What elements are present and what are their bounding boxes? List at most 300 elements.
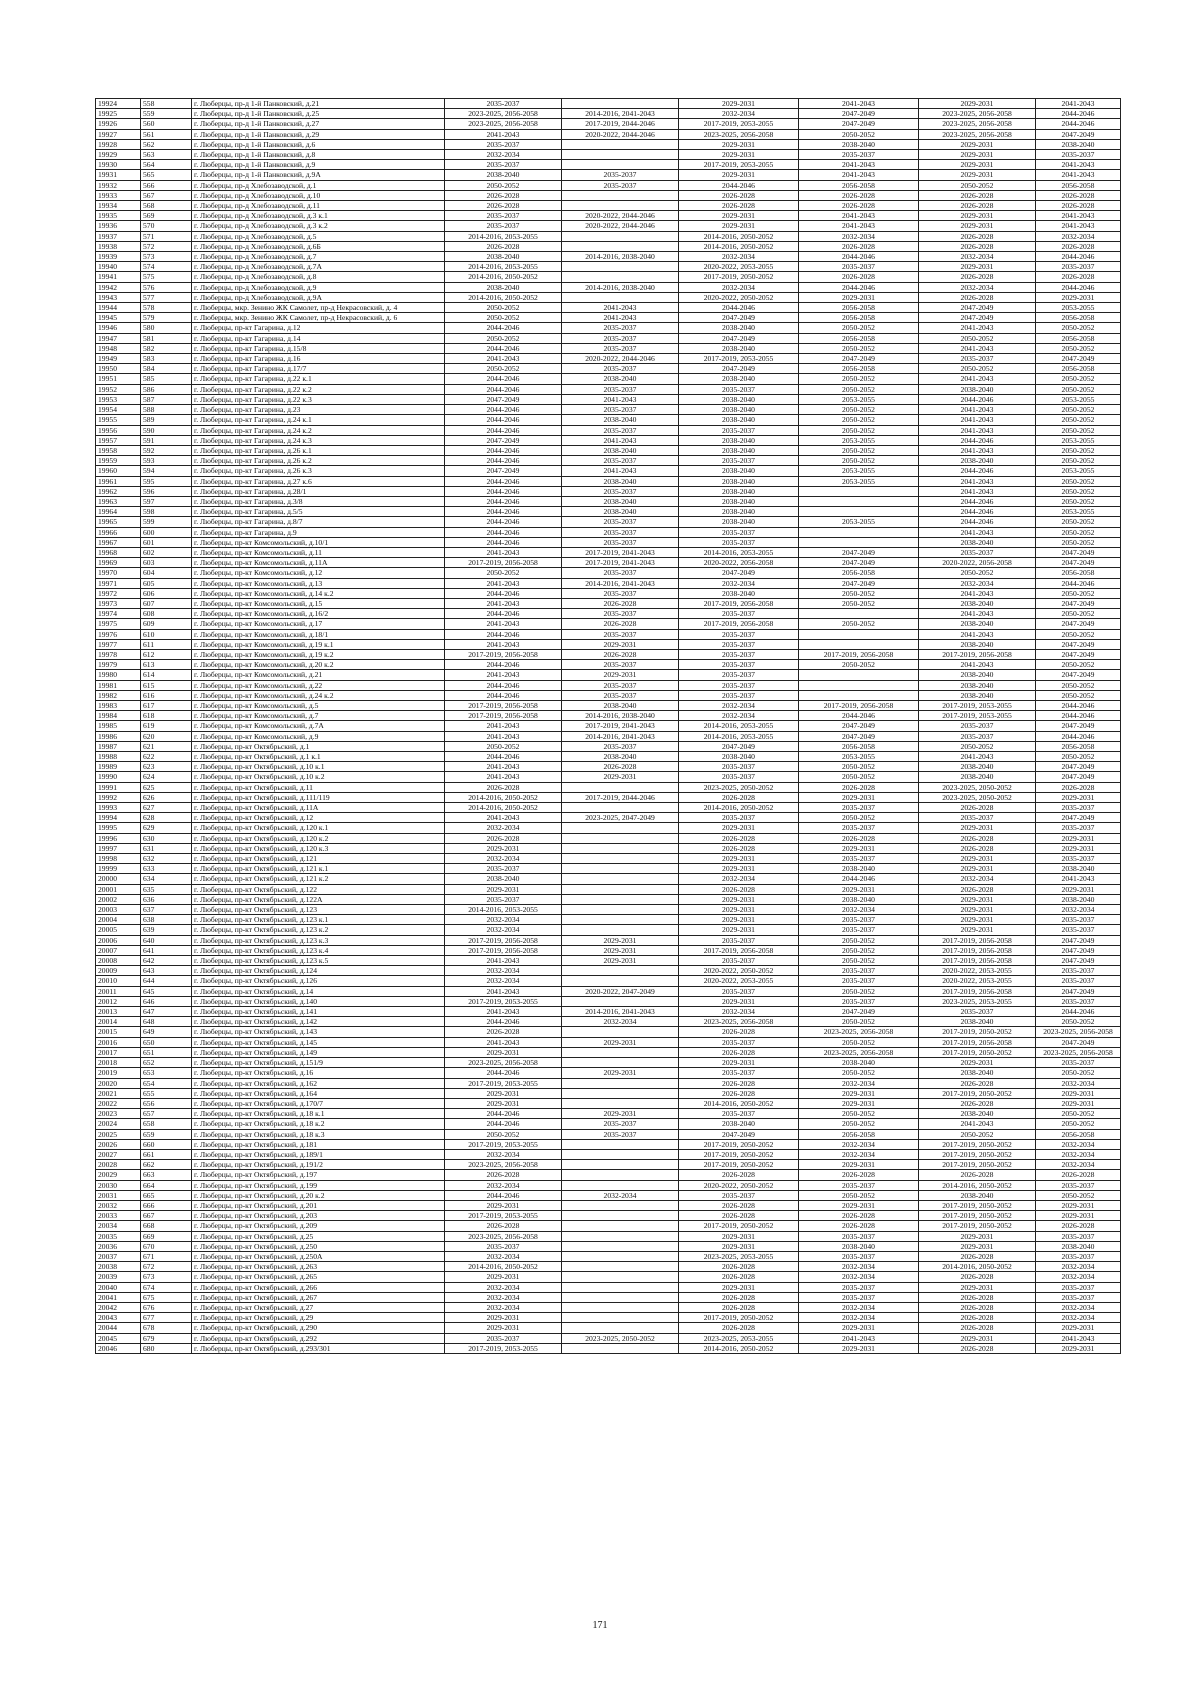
table-row [96, 1139, 1121, 1149]
row-id-cell: 20045 [96, 1333, 141, 1343]
table-row [96, 629, 1121, 639]
address-cell: г. Люберцы, пр-кт Комсомольский, д.5 [192, 700, 445, 710]
period-4-cell: 2050-2052 [799, 129, 919, 139]
period-3-cell: 2047-2049 [679, 1129, 799, 1139]
period-6-cell: 2047-2049 [1036, 945, 1121, 955]
period-5-cell: 2026-2028 [919, 1313, 1036, 1323]
period-1-cell: 2026-2028 [445, 190, 562, 200]
period-3-cell: 2035-2037 [679, 1037, 799, 1047]
table-row [96, 925, 1121, 935]
period-1-cell: 2032-2034 [445, 976, 562, 986]
table-row [96, 894, 1121, 904]
row-id-cell: 19928 [96, 139, 141, 149]
period-2-cell: 2038-2040 [562, 752, 679, 762]
period-5-cell: 2038-2040 [919, 772, 1036, 782]
address-cell: г. Люберцы, пр-кт Комсомольский, д.11А [192, 558, 445, 568]
period-4-cell [799, 690, 919, 700]
row-id-cell: 19990 [96, 772, 141, 782]
period-1-cell: 2044-2046 [445, 588, 562, 598]
period-6-cell: 2047-2049 [1036, 354, 1121, 364]
period-3-cell: 2017-2019, 2050-2052 [679, 1221, 799, 1231]
row-id-cell: 20035 [96, 1231, 141, 1241]
row-number-cell: 667 [141, 1211, 192, 1221]
row-id-cell: 19968 [96, 547, 141, 557]
period-3-cell: 2035-2037 [679, 935, 799, 945]
period-4-cell: 2053-2055 [799, 517, 919, 527]
period-4-cell [799, 486, 919, 496]
period-4-cell: 2044-2046 [799, 282, 919, 292]
table-row [96, 241, 1121, 251]
table-row [96, 690, 1121, 700]
period-5-cell: 2041-2043 [919, 629, 1036, 639]
row-id-cell: 20003 [96, 905, 141, 915]
period-5-cell: 2032-2034 [919, 874, 1036, 884]
period-6-cell: 2050-2052 [1036, 486, 1121, 496]
period-2-cell [562, 272, 679, 282]
period-1-cell: 2029-2031 [445, 884, 562, 894]
period-2-cell: 2014-2016, 2041-2043 [562, 1007, 679, 1017]
period-6-cell: 2029-2031 [1036, 1200, 1121, 1210]
period-3-cell: 2014-2016, 2053-2055 [679, 731, 799, 741]
period-5-cell: 2038-2040 [919, 1190, 1036, 1200]
period-6-cell: 2050-2052 [1036, 405, 1121, 415]
address-cell: г. Люберцы, пр-кт Октябрьский, д.27 [192, 1302, 445, 1312]
table-row [96, 1302, 1121, 1312]
row-number-cell: 668 [141, 1221, 192, 1231]
period-3-cell: 2035-2037 [679, 649, 799, 659]
period-6-cell: 2050-2052 [1036, 476, 1121, 486]
table-row [96, 445, 1121, 455]
row-id-cell: 19951 [96, 374, 141, 384]
period-2-cell: 2035-2037 [562, 568, 679, 578]
row-id-cell: 20025 [96, 1129, 141, 1139]
period-2-cell: 2014-2016, 2041-2043 [562, 109, 679, 119]
address-cell: г. Люберцы, пр-д Хлебозаводской, д.5 [192, 231, 445, 241]
row-id-cell: 19972 [96, 588, 141, 598]
period-2-cell: 2041-2043 [562, 303, 679, 313]
period-3-cell: 2047-2049 [679, 364, 799, 374]
period-3-cell: 2029-2031 [679, 996, 799, 1006]
table-row [96, 1292, 1121, 1302]
table-row [96, 1017, 1121, 1027]
period-4-cell [799, 507, 919, 517]
row-id-cell: 20023 [96, 1109, 141, 1119]
period-5-cell: 2017-2019, 2050-2052 [919, 1027, 1036, 1037]
period-6-cell: 2038-2040 [1036, 1241, 1121, 1251]
period-4-cell: 2035-2037 [799, 262, 919, 272]
period-4-cell: 2026-2028 [799, 833, 919, 843]
period-1-cell: 2014-2016, 2050-2052 [445, 292, 562, 302]
period-6-cell: 2056-2058 [1036, 1129, 1121, 1139]
address-cell: г. Люберцы, пр-д 1-й Панковский, д.8 [192, 150, 445, 160]
period-3-cell: 2038-2040 [679, 374, 799, 384]
period-3-cell: 2026-2028 [679, 1200, 799, 1210]
period-6-cell: 2050-2052 [1036, 1109, 1121, 1119]
period-5-cell: 2038-2040 [919, 1068, 1036, 1078]
row-id-cell: 20026 [96, 1139, 141, 1149]
address-cell: г. Люберцы, пр-кт Комсомольский, д.12 [192, 568, 445, 578]
period-3-cell: 2026-2028 [679, 1262, 799, 1272]
period-2-cell: 2029-2031 [562, 956, 679, 966]
period-1-cell: 2014-2016, 2050-2052 [445, 1262, 562, 1272]
row-id-cell: 20011 [96, 986, 141, 996]
row-id-cell: 20043 [96, 1313, 141, 1323]
row-id-cell: 19926 [96, 119, 141, 129]
row-number-cell: 645 [141, 986, 192, 996]
address-cell: г. Люберцы, пр-кт Гагарина, д.12 [192, 323, 445, 333]
table-row [96, 1119, 1121, 1129]
period-1-cell: 2035-2037 [445, 1333, 562, 1343]
table-row [96, 854, 1121, 864]
period-1-cell: 2029-2031 [445, 1047, 562, 1057]
period-5-cell: 2029-2031 [919, 823, 1036, 833]
row-number-cell: 600 [141, 527, 192, 537]
table-row [96, 915, 1121, 925]
period-2-cell: 2020-2022, 2044-2046 [562, 129, 679, 139]
row-id-cell: 20007 [96, 945, 141, 955]
address-cell: г. Люберцы, пр-кт Октябрьский, д.124 [192, 966, 445, 976]
period-5-cell: 2026-2028 [919, 1098, 1036, 1108]
address-cell: г. Люберцы, пр-кт Гагарина, д.28/1 [192, 486, 445, 496]
period-2-cell [562, 1047, 679, 1057]
period-5-cell: 2029-2031 [919, 99, 1036, 109]
period-5-cell: 2041-2043 [919, 527, 1036, 537]
row-number-cell: 620 [141, 731, 192, 741]
period-2-cell: 2023-2025, 2047-2049 [562, 813, 679, 823]
period-2-cell [562, 99, 679, 109]
row-number-cell: 617 [141, 700, 192, 710]
table-row [96, 252, 1121, 262]
table-row [96, 711, 1121, 721]
period-1-cell: 2023-2025, 2056-2058 [445, 109, 562, 119]
table-row [96, 160, 1121, 170]
period-4-cell: 2050-2052 [799, 1119, 919, 1129]
period-1-cell: 2026-2028 [445, 1170, 562, 1180]
address-cell: г. Люберцы, пр-кт Октябрьский, д.126 [192, 976, 445, 986]
period-1-cell: 2044-2046 [445, 537, 562, 547]
period-6-cell: 2032-2034 [1036, 1078, 1121, 1088]
period-5-cell: 2017-2019, 2056-2058 [919, 649, 1036, 659]
row-id-cell: 19953 [96, 394, 141, 404]
period-6-cell: 2050-2052 [1036, 496, 1121, 506]
period-2-cell: 2035-2037 [562, 690, 679, 700]
period-3-cell: 2038-2040 [679, 1119, 799, 1129]
period-6-cell: 2029-2031 [1036, 1343, 1121, 1353]
period-6-cell: 2047-2049 [1036, 598, 1121, 608]
period-2-cell: 2041-2043 [562, 313, 679, 323]
row-number-cell: 576 [141, 282, 192, 292]
row-number-cell: 631 [141, 843, 192, 853]
period-1-cell: 2017-2019, 2056-2058 [445, 649, 562, 659]
table-row [96, 435, 1121, 445]
period-6-cell: 2035-2037 [1036, 915, 1121, 925]
period-1-cell: 2044-2046 [445, 405, 562, 415]
period-3-cell: 2035-2037 [679, 609, 799, 619]
table-row [96, 843, 1121, 853]
period-4-cell: 2050-2052 [799, 598, 919, 608]
period-6-cell: 2050-2052 [1036, 323, 1121, 333]
period-4-cell: 2044-2046 [799, 874, 919, 884]
address-cell: г. Люберцы, пр-кт Гагарина, д.23 [192, 405, 445, 415]
address-cell: г. Люберцы, пр-кт Комсомольский, д.13 [192, 578, 445, 588]
address-cell: г. Люберцы, пр-кт Октябрьский, д.123 к.3 [192, 935, 445, 945]
row-id-cell: 19934 [96, 201, 141, 211]
period-1-cell: 2044-2046 [445, 609, 562, 619]
row-id-cell: 19991 [96, 782, 141, 792]
row-number-cell: 605 [141, 578, 192, 588]
period-5-cell: 2044-2046 [919, 496, 1036, 506]
period-3-cell: 2014-2016, 2053-2055 [679, 721, 799, 731]
period-2-cell: 2035-2037 [562, 517, 679, 527]
period-2-cell: 2041-2043 [562, 466, 679, 476]
period-6-cell: 2044-2046 [1036, 252, 1121, 262]
row-number-cell: 615 [141, 680, 192, 690]
period-3-cell: 2014-2016, 2050-2052 [679, 241, 799, 251]
period-5-cell: 2026-2028 [919, 1292, 1036, 1302]
address-cell: г. Люберцы, пр-кт Комсомольский, д.15 [192, 598, 445, 608]
row-id-cell: 20033 [96, 1211, 141, 1221]
address-cell: г. Люберцы, мкр. Зенино ЖК Самолет, пр-д Некрасовский, д. 6 [192, 313, 445, 323]
period-5-cell: 2038-2040 [919, 537, 1036, 547]
address-cell: г. Люберцы, пр-д 1-й Панковский, д.9 [192, 160, 445, 170]
period-5-cell: 2017-2019, 2056-2058 [919, 935, 1036, 945]
table-row [96, 956, 1121, 966]
period-5-cell: 2026-2028 [919, 803, 1036, 813]
period-5-cell: 2041-2043 [919, 1119, 1036, 1129]
period-3-cell: 2035-2037 [679, 456, 799, 466]
period-5-cell: 2041-2043 [919, 374, 1036, 384]
address-cell: г. Люберцы, пр-кт Комсомольский, д.18/1 [192, 629, 445, 639]
period-5-cell: 2029-2031 [919, 925, 1036, 935]
period-5-cell: 2029-2031 [919, 1282, 1036, 1292]
period-2-cell [562, 996, 679, 1006]
period-4-cell: 2026-2028 [799, 241, 919, 251]
period-6-cell: 2035-2037 [1036, 262, 1121, 272]
period-2-cell [562, 1343, 679, 1353]
period-6-cell: 2056-2058 [1036, 364, 1121, 374]
address-cell: г. Люберцы, пр-кт Комсомольский, д.11 [192, 547, 445, 557]
period-4-cell: 2056-2058 [799, 568, 919, 578]
row-id-cell: 19976 [96, 629, 141, 639]
row-number-cell: 588 [141, 405, 192, 415]
row-number-cell: 662 [141, 1160, 192, 1170]
period-6-cell: 2026-2028 [1036, 201, 1121, 211]
row-id-cell: 19930 [96, 160, 141, 170]
period-1-cell: 2044-2046 [445, 1119, 562, 1129]
row-number-cell: 569 [141, 211, 192, 221]
period-4-cell [799, 680, 919, 690]
period-2-cell [562, 241, 679, 251]
period-6-cell: 2050-2052 [1036, 374, 1121, 384]
row-number-cell: 562 [141, 139, 192, 149]
address-cell: г. Люберцы, пр-д Хлебозаводской, д.10 [192, 190, 445, 200]
address-cell: г. Люберцы, пр-кт Октябрьский, д.18 к.3 [192, 1129, 445, 1139]
table-row [96, 1129, 1121, 1139]
period-1-cell: 2035-2037 [445, 894, 562, 904]
period-4-cell: 2029-2031 [799, 1160, 919, 1170]
period-6-cell: 2041-2043 [1036, 1333, 1121, 1343]
period-5-cell: 2041-2043 [919, 405, 1036, 415]
period-5-cell: 2038-2040 [919, 639, 1036, 649]
period-2-cell: 2035-2037 [562, 1129, 679, 1139]
period-1-cell: 2044-2046 [445, 1017, 562, 1027]
period-4-cell: 2029-2031 [799, 1343, 919, 1353]
period-3-cell: 2035-2037 [679, 384, 799, 394]
row-number-cell: 599 [141, 517, 192, 527]
row-number-cell: 657 [141, 1109, 192, 1119]
period-1-cell: 2032-2034 [445, 1292, 562, 1302]
period-2-cell: 2026-2028 [562, 619, 679, 629]
row-number-cell: 578 [141, 303, 192, 313]
period-3-cell: 2029-2031 [679, 915, 799, 925]
period-6-cell: 2026-2028 [1036, 190, 1121, 200]
period-4-cell: 2035-2037 [799, 854, 919, 864]
period-1-cell: 2041-2043 [445, 619, 562, 629]
table-row [96, 231, 1121, 241]
address-cell: г. Люберцы, пр-д Хлебозаводской, д.8 [192, 272, 445, 282]
period-5-cell: 2050-2052 [919, 364, 1036, 374]
period-6-cell: 2023-2025, 2056-2058 [1036, 1027, 1121, 1037]
period-1-cell: 2050-2052 [445, 1129, 562, 1139]
address-cell: г. Люберцы, пр-кт Октябрьский, д.122 [192, 884, 445, 894]
row-id-cell: 19998 [96, 854, 141, 864]
row-id-cell: 19973 [96, 598, 141, 608]
period-2-cell [562, 803, 679, 813]
period-4-cell: 2047-2049 [799, 731, 919, 741]
period-3-cell: 2029-2031 [679, 1241, 799, 1251]
period-2-cell: 2038-2040 [562, 507, 679, 517]
table-row [96, 731, 1121, 741]
period-6-cell: 2047-2049 [1036, 547, 1121, 557]
period-2-cell [562, 1221, 679, 1231]
row-id-cell: 20016 [96, 1037, 141, 1047]
period-2-cell: 2029-2031 [562, 670, 679, 680]
period-4-cell: 2035-2037 [799, 1282, 919, 1292]
row-id-cell: 20019 [96, 1068, 141, 1078]
period-3-cell: 2029-2031 [679, 221, 799, 231]
period-3-cell: 2035-2037 [679, 956, 799, 966]
period-3-cell: 2032-2034 [679, 1007, 799, 1017]
period-3-cell: 2038-2040 [679, 343, 799, 353]
period-2-cell: 2017-2019, 2041-2043 [562, 547, 679, 557]
period-1-cell: 2032-2034 [445, 1282, 562, 1292]
table-row [96, 1251, 1121, 1261]
row-number-cell: 653 [141, 1068, 192, 1078]
row-number-cell: 669 [141, 1231, 192, 1241]
period-2-cell [562, 1027, 679, 1037]
row-id-cell: 20039 [96, 1272, 141, 1282]
period-1-cell: 2041-2043 [445, 956, 562, 966]
row-id-cell: 19996 [96, 833, 141, 843]
row-number-cell: 613 [141, 660, 192, 670]
row-number-cell: 558 [141, 99, 192, 109]
period-1-cell: 2017-2019, 2053-2055 [445, 1211, 562, 1221]
period-5-cell: 2038-2040 [919, 598, 1036, 608]
address-cell: г. Люберцы, пр-кт Октябрьский, д.151/9 [192, 1058, 445, 1068]
period-1-cell: 2032-2034 [445, 1180, 562, 1190]
period-3-cell: 2032-2034 [679, 700, 799, 710]
row-number-cell: 652 [141, 1058, 192, 1068]
period-5-cell: 2029-2031 [919, 915, 1036, 925]
period-1-cell: 2047-2049 [445, 394, 562, 404]
period-4-cell [799, 629, 919, 639]
address-cell: г. Люберцы, пр-кт Октябрьский, д.20 к.2 [192, 1190, 445, 1200]
period-5-cell: 2035-2037 [919, 1007, 1036, 1017]
row-number-cell: 607 [141, 598, 192, 608]
table-row [96, 384, 1121, 394]
period-5-cell: 2023-2025, 2056-2058 [919, 129, 1036, 139]
table-row [96, 1333, 1121, 1343]
address-cell: г. Люберцы, пр-кт Октябрьский, д.123 к.2 [192, 925, 445, 935]
address-cell: г. Люберцы, пр-кт Октябрьский, д.290 [192, 1323, 445, 1333]
period-4-cell: 2026-2028 [799, 1211, 919, 1221]
period-6-cell: 2032-2034 [1036, 1160, 1121, 1170]
period-1-cell: 2044-2046 [445, 384, 562, 394]
period-4-cell: 2050-2052 [799, 384, 919, 394]
table-row [96, 323, 1121, 333]
row-id-cell: 19947 [96, 333, 141, 343]
period-1-cell: 2044-2046 [445, 1190, 562, 1200]
period-6-cell: 2056-2058 [1036, 313, 1121, 323]
period-3-cell: 2032-2034 [679, 874, 799, 884]
period-5-cell: 2041-2043 [919, 476, 1036, 486]
period-1-cell: 2032-2034 [445, 925, 562, 935]
period-4-cell: 2035-2037 [799, 915, 919, 925]
period-1-cell: 2014-2016, 2053-2055 [445, 905, 562, 915]
period-4-cell: 2056-2058 [799, 1129, 919, 1139]
row-id-cell: 19950 [96, 364, 141, 374]
period-3-cell: 2014-2016, 2050-2052 [679, 803, 799, 813]
row-id-cell: 19925 [96, 109, 141, 119]
row-number-cell: 604 [141, 568, 192, 578]
period-6-cell: 2032-2034 [1036, 1139, 1121, 1149]
period-2-cell [562, 1251, 679, 1261]
period-1-cell: 2041-2043 [445, 129, 562, 139]
period-2-cell: 2014-2016, 2038-2040 [562, 282, 679, 292]
period-6-cell: 2056-2058 [1036, 180, 1121, 190]
period-6-cell: 2032-2034 [1036, 1149, 1121, 1159]
period-5-cell: 2023-2025, 2050-2052 [919, 792, 1036, 802]
row-id-cell: 19943 [96, 292, 141, 302]
row-id-cell: 19927 [96, 129, 141, 139]
row-number-cell: 624 [141, 772, 192, 782]
row-id-cell: 20027 [96, 1149, 141, 1159]
row-number-cell: 581 [141, 333, 192, 343]
table-row [96, 99, 1121, 109]
row-id-cell: 19993 [96, 803, 141, 813]
period-1-cell: 2044-2046 [445, 456, 562, 466]
period-4-cell: 2026-2028 [799, 201, 919, 211]
row-id-cell: 19969 [96, 558, 141, 568]
period-2-cell [562, 1262, 679, 1272]
row-id-cell: 19956 [96, 425, 141, 435]
table-row [96, 1068, 1121, 1078]
table-row [96, 833, 1121, 843]
period-1-cell: 2017-2019, 2053-2055 [445, 1139, 562, 1149]
address-cell: г. Люберцы, пр-кт Комсомольский, д.22 [192, 680, 445, 690]
period-2-cell: 2035-2037 [562, 456, 679, 466]
row-id-cell: 20021 [96, 1088, 141, 1098]
table-row [96, 609, 1121, 619]
period-6-cell: 2044-2046 [1036, 731, 1121, 741]
row-id-cell: 19963 [96, 496, 141, 506]
row-id-cell: 19936 [96, 221, 141, 231]
period-4-cell: 2029-2031 [799, 1098, 919, 1108]
period-2-cell: 2035-2037 [562, 384, 679, 394]
row-id-cell: 19995 [96, 823, 141, 833]
table-row [96, 803, 1121, 813]
period-5-cell: 2017-2019, 2056-2058 [919, 956, 1036, 966]
